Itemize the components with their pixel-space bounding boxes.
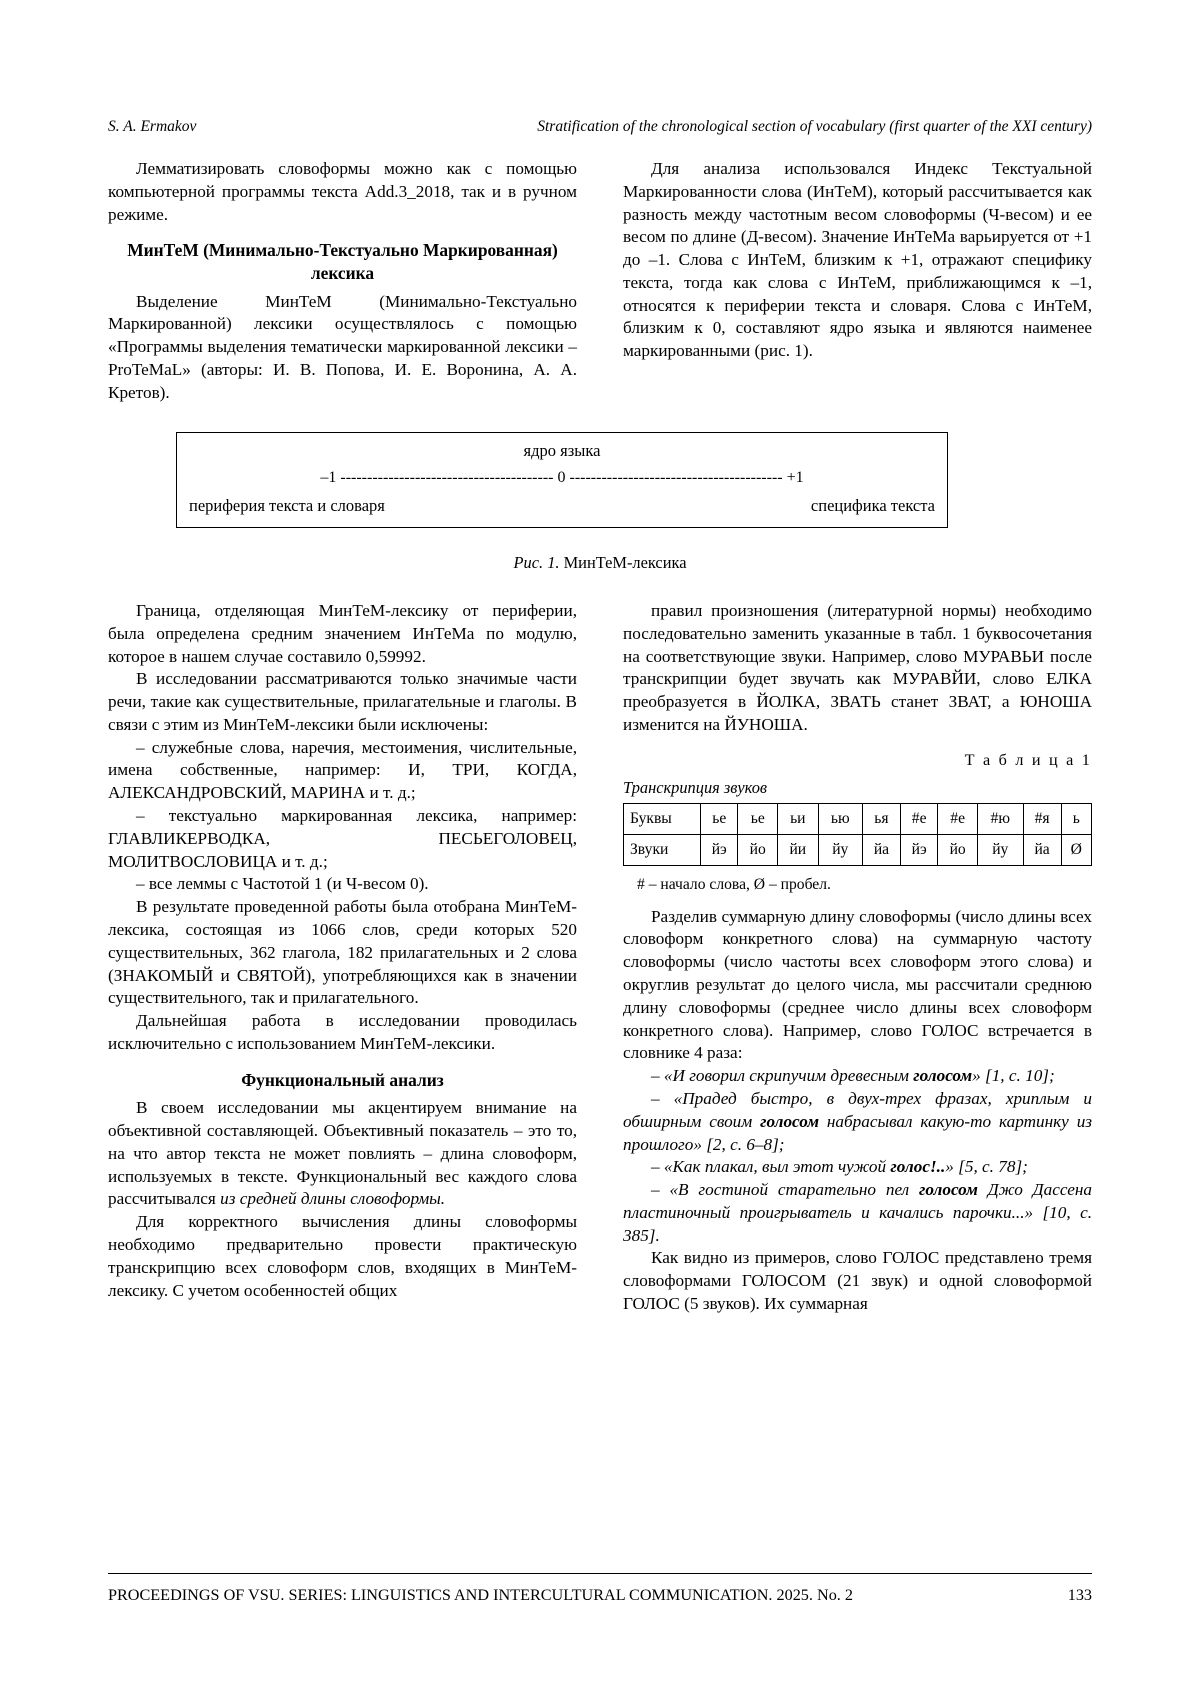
table-title: Транскрипция звуков (623, 777, 768, 797)
list-item: – служебные слова, наречия, местоимения, числительные, имена собственные, например: И, ТРИ, КОГДА, АЛЕКСАНДРОВСКИЙ, МАРИНА и т. д.; (108, 737, 577, 803)
quote-emphasis: голосом (913, 1066, 973, 1086)
figure-right-label: специфика текста (810, 496, 935, 515)
figure-caption-prefix: Рис. 1. (513, 553, 560, 572)
running-head (108, 118, 1092, 136)
figure-core-label: ядро языка (523, 441, 601, 460)
table-cell: ьи (778, 803, 819, 834)
quote-text: – «Как плакал, выл этот чужой (651, 1157, 891, 1177)
table-cell: ья (863, 803, 901, 834)
table-note: # – начало слова, Ø – пробел. (637, 875, 831, 893)
table-cell: йо (738, 834, 778, 865)
quote-tail: » [1, с. 10]; (972, 1066, 1055, 1086)
quote-text: – «И говорил скрипучим древесным (651, 1066, 914, 1086)
footer (108, 1586, 1092, 1605)
quotation-1 (623, 1065, 1092, 1088)
paragraph-text: В своем исследовании мы акцентируем внимание на объективной составляющей. Объективный показатель – это то, на что автор текста не может повлиять – длина словоформ, используемых в тексте. Функциональный вес каждого слова рассчитывался (108, 1098, 577, 1209)
footer-journal: PROCEEDINGS OF VSU. SERIES: LINGUISTICS AND INTERCULTURAL COMMUNICATION. 2025. No. 2 (108, 1586, 853, 1604)
transcription-table (623, 803, 1092, 866)
table-row-header: Звуки (624, 834, 701, 865)
table-cell: йэ (900, 834, 937, 865)
table-cell: йу (818, 834, 862, 865)
paragraph: В исследовании рассматриваются только значимые части речи, такие как существительные, прилагательные и глаголы. В связи с этим из МинТеМ-лексики были исключены: (108, 669, 577, 734)
table-label: Т а б л и ц а 1 (964, 750, 1092, 769)
paragraph: Для корректного вычисления длины словоформы необходимо предварительно провести практическую транскрипцию всех словоформ слов, входящих в МинТеМ-лексику. С учетом особенностей общих (108, 1212, 577, 1300)
quote-emphasis: голос!.. (890, 1157, 946, 1177)
running-head-title: Stratification of the chronological section of vocabulary (first quarter of the XXI century) (537, 118, 1092, 135)
figure-caption-text: МинТеМ-лексика (563, 553, 687, 572)
figure-1-box (176, 432, 948, 528)
table-row (624, 803, 1092, 834)
table-cell: #ю (977, 803, 1023, 834)
table-row-header: Буквы (624, 803, 701, 834)
table-cell: ью (818, 803, 862, 834)
list-item: – все леммы с Частотой 1 (и Ч-весом 0). (136, 874, 429, 894)
table-cell: йо (938, 834, 978, 865)
quote-text: – «Прадед быстро, в двух-трех фразах, хриплым и обширным своим (623, 1088, 1092, 1131)
table-cell: ье (701, 803, 738, 834)
quote-emphasis: голосом (919, 1180, 978, 1200)
quote-tail: Джо Дассена пластиночный проигрыватель и качались парочки...» [10, с. 385]. (623, 1180, 1092, 1245)
table-cell: ь (1061, 803, 1091, 834)
paragraph-italic: из средней длины словоформы. (220, 1189, 446, 1209)
figure-scale: –1 ---------------------------------------- 0 ---------------------------------------- +1 (320, 469, 804, 486)
table-cell: Ø (1061, 834, 1091, 865)
figure-caption (0, 553, 1200, 573)
right-column-bottom (623, 600, 1092, 1316)
quote-emphasis: голосом (760, 1111, 819, 1131)
paragraph: Лемматизировать словоформы можно как с помощью компьютерной программы текста Add.3_2018, так и в ручном режиме. (108, 159, 577, 224)
table-cell: йа (1023, 834, 1061, 865)
paragraph: В результате проведенной работы была отобрана МинТеМ-лексика, состоящая из 1066 слов, среди которых 520 существительных, 362 глагола, 182 прилагательных и 2 слова (ЗНАКОМЫЙ и СВЯТОЙ), употребляющихся как в значении существительного, так и прилагательного. (108, 897, 577, 1008)
quotation-3 (623, 1156, 1092, 1179)
paragraph: Для анализа использовался Индекс Текстуальной Маркированности слова (ИнТеМ), который рассчитывается как разность между частотным весом словоформы (Ч-весом) и ее весом по длине (Д-весом). Значение ИнТеМа варьируется от +1 до –1. Слова с ИнТеМ, близким к +1, отражают специфику текста, тогда как слова с ИнТеМ, приближающимся к –1, относятся к периферии текста и словаря. Слова с ИнТеМ, близким к 0, составляют ядро языка и являются наименее маркированными (рис. 1). (623, 159, 1092, 361)
table-cell: йа (863, 834, 901, 865)
paragraph (108, 1097, 577, 1211)
paragraph: Разделив суммарную длину словоформы (число длины всех словоформ конкретного слова) на суммарную частоту словоформы (число частоты всех словоформ этого слова) и округлив результат до целого числа, мы рассчитали среднюю длину словоформы (среднее число длины всех словоформ конкретного слова). Например, слово ГОЛОС встречается в словнике 4 раза: (623, 906, 1092, 1063)
left-column-top (108, 158, 577, 405)
running-head-author: S. A. Ermakov (108, 118, 197, 135)
section-heading-functional-analysis: Функциональный анализ (241, 1069, 444, 1090)
table-cell: йэ (701, 834, 738, 865)
list-item: – текстуально маркированная лексика, например: ГЛАВЛИКЕРВОДКА, ПЕСЬЕГОЛОВЕЦ, МОЛИТВОСЛОВИЦА и т. д.; (108, 806, 577, 871)
top-columns (108, 158, 1092, 405)
quote-text: – «В гостиной старательно пел (651, 1180, 920, 1200)
table-cell: #е (900, 803, 937, 834)
section-heading-mintem: МинТеМ (Минимально-Текстуально Маркированная) лексика (127, 240, 558, 283)
table-cell: #е (938, 803, 978, 834)
figure-endpoints (177, 496, 947, 516)
table-cell: йи (778, 834, 819, 865)
table-cell: ье (738, 803, 778, 834)
table-cell: йу (977, 834, 1023, 865)
figure-left-label: периферия текста и словаря (189, 496, 385, 515)
paragraph: Как видно из примеров, слово ГОЛОС представлено тремя словоформами ГОЛОСОМ (21 звук) и одной словоформой ГОЛОС (5 звуков). Их суммарная (623, 1248, 1092, 1313)
page-number: 133 (1067, 1586, 1092, 1604)
bottom-columns (108, 600, 1092, 1316)
paragraph: Граница, отделяющая МинТеМ-лексику от периферии, была определена средним значением ИнТеМа по модулю, которое в нашем случае составило 0,59992. (108, 601, 577, 666)
table-cell: #я (1023, 803, 1061, 834)
quote-tail: » [5, с. 78]; (945, 1157, 1028, 1177)
footer-divider (108, 1573, 1092, 1574)
paragraph: Выделение МинТеМ (Минимально-Текстуально Маркированной) лексики осуществлялось с помощью «Программы выделения тематически маркированной лексики – ProTeMaL» (авторы: И. В. Попова, И. Е. Воронина, А. А. Кретов). (108, 291, 577, 402)
quotation-4 (623, 1179, 1092, 1247)
table-row (624, 834, 1092, 865)
left-column-bottom (108, 600, 577, 1316)
right-column-top (623, 158, 1092, 405)
paragraph: правил произношения (литературной нормы) необходимо последовательно заменить указанные в табл. 1 буквосочетания на соответствующие звуки. Например, слово МУРАВЬИ после транскрипции будет звучать как МУРАВЙИ, слово ЕЛКА преобразуется в ЙОЛКА, ЗВАТЬ станет ЗВАТ, а ЮНОША изменится на ЙУНОША. (623, 601, 1092, 734)
quotation-2 (623, 1088, 1092, 1156)
paragraph: Дальнейшая работа в исследовании проводилась исключительно с использованием МинТеМ-лексики. (108, 1011, 577, 1053)
quote-tail: набрасывал какую-то картинку из прошлого» [2, с. 6–8]; (623, 1111, 1092, 1154)
